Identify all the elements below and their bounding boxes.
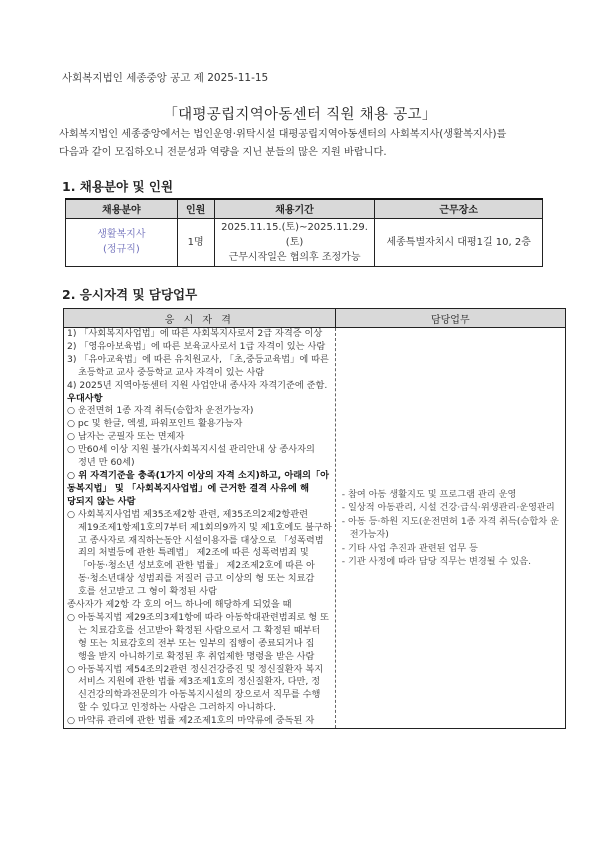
qualification-line: ○ 사회복지사업법 제35조제2항 관련, 제35조의2제2항관련 xyxy=(67,508,309,520)
header-count: 인원 xyxy=(177,199,214,218)
cell-count: 1명 xyxy=(177,218,214,266)
duty-line: - 아동 등·하원 지도(운전면허 1종 자격 취득(승합차 운 xyxy=(341,515,559,527)
intro-line-2: 다음과 같이 모집하오니 전문성과 역량을 지닌 분들의 많은 지원 바랍니다. xyxy=(59,147,387,158)
qualification-line: ○ 만60세 이상 지원 불가(사회복지시설 관리안내 상 종사자의 xyxy=(67,444,315,456)
qualification-line: 1) 「사회복지사업법」에 따른 사회복지사로서 2급 자격증 이상 xyxy=(67,328,323,339)
qualification-table xyxy=(63,308,566,729)
recruitment-row xyxy=(66,218,543,266)
qualification-line: 죄의 처벌등에 관한 특례법」 제2조에 따른 성폭력범죄 및 xyxy=(78,547,309,559)
cell-field xyxy=(66,218,178,266)
duties-cell xyxy=(335,328,565,729)
qualification-line: ○ 남자는 군필자 또는 면제자 xyxy=(67,431,185,443)
qualification-line: 형 또는 치료감호의 전부 또는 일부의 집행이 종료되거나 집 xyxy=(78,637,315,649)
qualification-line: ○ pc 및 한글, 엑셀, 파워포인트 활용가능자 xyxy=(67,418,243,430)
qualification-line: 2) 「영유아보육법」에 따른 보육교사로서 1급 자격이 있는 사람 xyxy=(67,340,326,352)
recruitment-table xyxy=(65,198,543,267)
duty-line: - 일상적 아동관리, 시설 건강·급식·위생관리·운영관리 xyxy=(341,502,555,514)
header-duties: 담당업무 xyxy=(335,309,565,328)
qualification-line: 동복지법」 및 「사회복지사업법」에 근거한 결격 사유에 해 xyxy=(67,482,310,494)
qualification-line: 「아동·청소년 성보호에 관한 법률」 제2조제2호에 따른 아 xyxy=(78,560,315,572)
duty-line: - 기타 사업 추진과 관련된 업무 등 xyxy=(341,542,478,554)
section-1-title: 1. 채용분야 및 인원 xyxy=(62,179,174,194)
duty-line: - 참여 아동 생활지도 및 프로그램 관리 운영 xyxy=(341,488,517,500)
qualification-table-header xyxy=(64,309,566,328)
intro-line-1: 사회복지법인 세종중앙에서는 법인운영·위탁시설 대평공립지역아동센터의 사회복지사(생활복지사)를 xyxy=(59,129,507,140)
intro-paragraph xyxy=(59,126,542,162)
qualification-line: 정년 만 60세) xyxy=(78,457,135,469)
qualification-line: 종사자가 제2항 각 호의 어느 하나에 해당하게 되었을 때 xyxy=(67,599,292,611)
document-title: 「대평공립지역아동센터 직원 채용 공고」 xyxy=(163,107,437,123)
qualification-line: 는 치료감호를 선고받아 확정된 사람으로서 그 확정된 때부터 xyxy=(78,624,321,636)
qualification-line: 행을 받지 아니하기로 확정된 후 취업제한 명령을 받은 사람 xyxy=(78,650,315,662)
duty-line: - 기관 사정에 따라 담당 직무는 변경될 수 있음. xyxy=(341,556,532,568)
qualification-line: 우대사항 xyxy=(67,392,103,404)
qualification-line: 3) 「유아교육법」에 따른 유치원교사, 「초,중등교육법」에 따른 xyxy=(67,353,329,365)
qualification-line: 초등학교 교사 중등학교 교사 자격이 있는 사람 xyxy=(78,366,265,378)
recruitment-table-header xyxy=(66,199,543,218)
header-field: 채용분야 xyxy=(66,199,178,218)
qualification-line: 당되지 않는 사람 xyxy=(67,495,136,507)
duty-line: 전가능자) xyxy=(349,529,389,541)
qualification-line: ○ 아동복지법 제29조의3제1항에 따라 아동학대관련범죄로 형 또 xyxy=(67,611,329,623)
employment-type: (정규직) xyxy=(102,244,140,255)
notice-number: 사회복지법인 세종중앙 공고 제 2025-11-15 xyxy=(62,72,269,84)
qualification-line: 할 수 있다고 인정하는 사람은 그러하지 아니하다. xyxy=(78,702,276,714)
qualification-cell xyxy=(64,328,336,729)
qualification-line: 고 종사자로 재직하는동안 시설이용자를 대상으로 「성폭력범 xyxy=(78,534,324,546)
qualification-line: 4) 2025년 지역아동센터 지원 사업안내 종사자 자격기준에 준함. xyxy=(67,379,328,391)
cell-location: 세종특별자치시 대평1길 10, 2층 xyxy=(375,218,543,266)
qualification-line: ○ 위 자격기준을 충족(1가지 이상의 자격 소지)하고, 아래의「아 xyxy=(67,469,330,481)
period-note: 근무시작일은 협의후 조정가능 xyxy=(228,251,361,263)
qualification-line: 제19조제1항제1호의7부터 제1회의9까지 및 제1호에도 불구하 xyxy=(78,521,332,533)
header-period: 채용기간 xyxy=(214,199,375,218)
qualification-line: 호를 선고받고 그 형이 확정된 사람 xyxy=(78,586,217,598)
period-range: 2025.11.15.(토)~2025.11.29.(토) xyxy=(221,221,368,248)
qualification-line: 서비스 지원에 관한 법률 제3조제1호의 정신질환자, 다만, 정 xyxy=(78,676,321,688)
section-2-title: 2. 응시자격 및 담당업무 xyxy=(62,287,198,302)
header-qualification: 응 시 자 격 xyxy=(64,309,336,328)
field-name: 생활복지사 xyxy=(97,229,146,240)
cell-period xyxy=(214,218,375,266)
qualification-line: ○ 마약류 관리에 관한 법률 제2조제1호의 마약류에 중독된 자 xyxy=(67,715,315,727)
header-location: 근무장소 xyxy=(375,199,543,218)
qualification-line: ○ 아동복지법 제54조의2관련 정신건강증진 및 정신질환자 복지 xyxy=(67,663,324,675)
qualification-line: ○ 운전면허 1종 자격 취득(승합차 운전가능자) xyxy=(67,405,254,417)
qualification-line: 신건강의학과전문의가 아동복지시설의 장으로서 직무를 수행 xyxy=(78,689,321,701)
qualification-line: 동·청소년대상 성범죄를 저질러 금고 이상의 형 또는 치료감 xyxy=(78,573,315,585)
